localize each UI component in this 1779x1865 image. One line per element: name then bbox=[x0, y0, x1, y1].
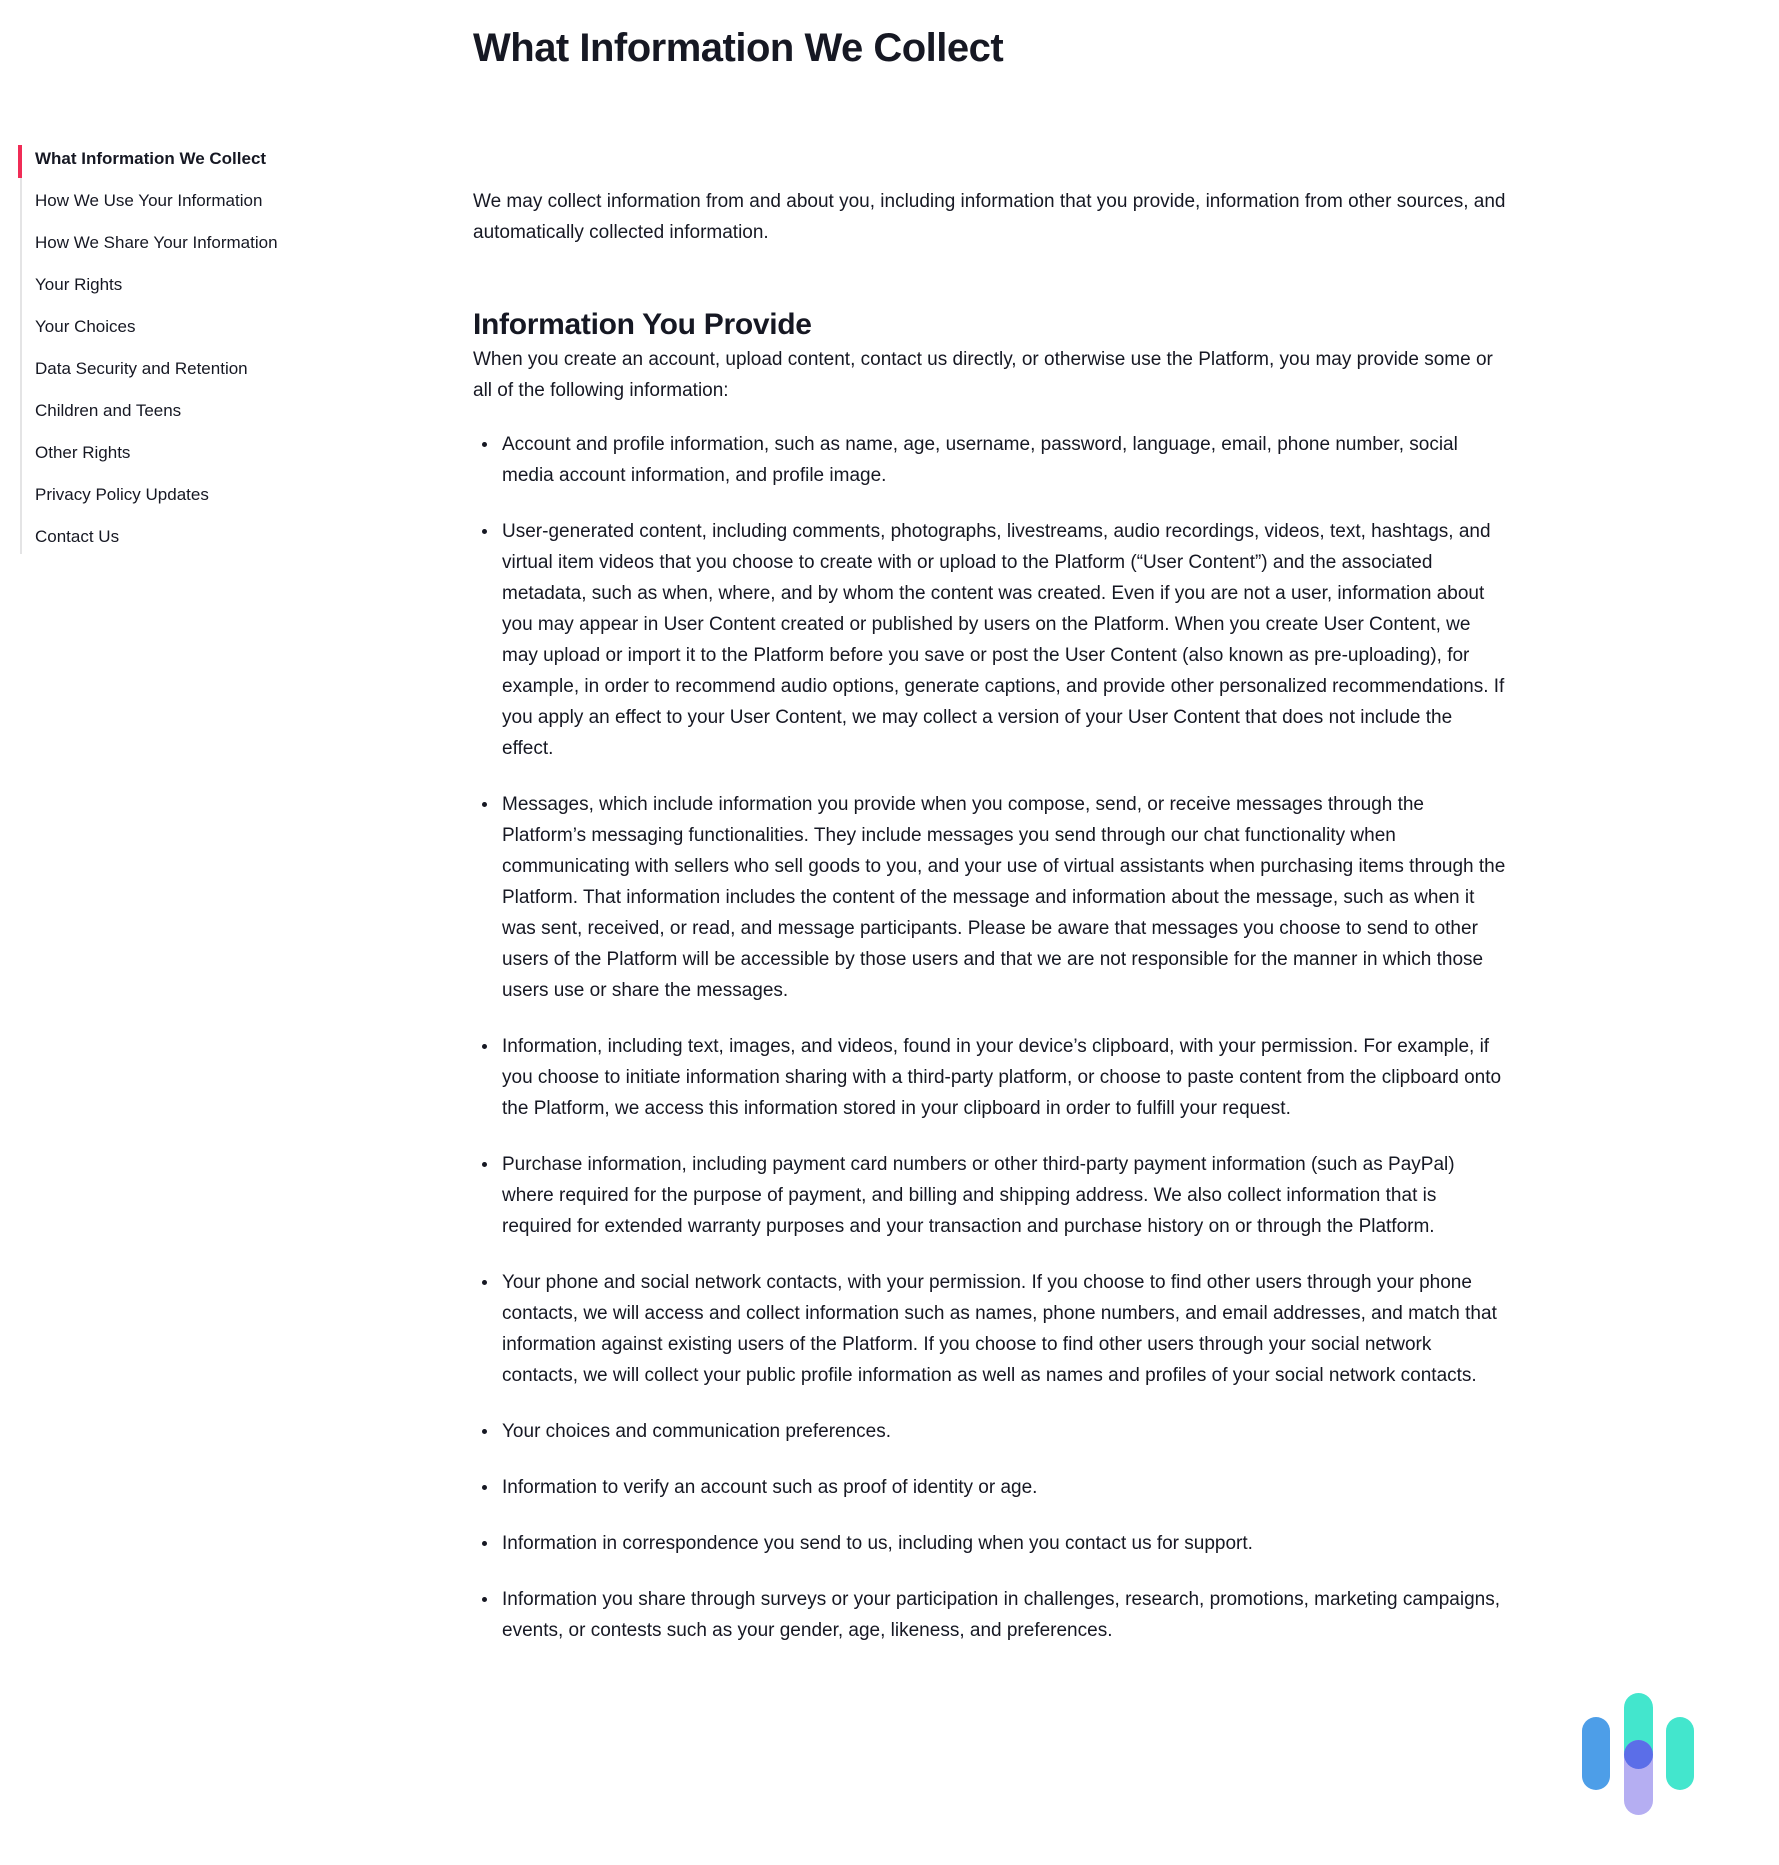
sidebar-item-label: Data Security and Retention bbox=[35, 359, 248, 378]
list-item-text: Information to verify an account such as proof of identity or age. bbox=[502, 1477, 1038, 1498]
sidebar-nav-list bbox=[20, 148, 350, 554]
list-item-text: Messages, which include information you provide when you compose, send, or receive messages through the Platform’s messaging functionalities. They include messages you send through our chat functionality when communicating with sellers who sell goods to you, and your use of virtual assistants when purchasing items through the Platform. That information includes the content of the message and information about the message, such as when it was sent, received, or read, and message participants. Please be aware that messages you choose to send to other users of the Platform will be accessible by those users and that we are not responsible for the manner in which those users use or share the messages. bbox=[502, 794, 1506, 1001]
policy-content bbox=[473, 186, 1508, 1646]
list-item bbox=[473, 1031, 1508, 1124]
sidebar-item-how-we-share-your-information[interactable] bbox=[22, 232, 350, 254]
section-intro-paragraph: When you create an account, upload content, contact us directly, or otherwise use the Platform, you may provide some or all of the following information: bbox=[473, 349, 1493, 401]
list-item-text: Information in correspondence you send to us, including when you contact us for support. bbox=[502, 1533, 1253, 1554]
bullet-dot bbox=[482, 1044, 487, 1049]
list-item-text: Information, including text, images, and videos, found in your device’s clipboard, with your permission. For example, if you choose to initiate information sharing with a third-party platform, or choose to paste content from the clipboard onto the Platform, we access this information stored in your clipboard in order to fulfill your request. bbox=[502, 1036, 1502, 1119]
list-item-text: Account and profile information, such as name, age, username, password, language, email, phone number, social media account information, and profile image. bbox=[502, 434, 1458, 486]
sidebar-item-what-information-we-collect[interactable] bbox=[22, 148, 350, 170]
active-section-indicator bbox=[18, 145, 22, 178]
list-item-text: Information you share through surveys or your participation in challenges, research, promotions, marketing campaigns, events, or contests such as your gender, age, likeness, and preferences. bbox=[502, 1589, 1501, 1641]
list-item bbox=[473, 789, 1508, 1006]
bullet-dot bbox=[482, 802, 487, 807]
chat-widget-logo[interactable] bbox=[1582, 1693, 1694, 1815]
sidebar-item-privacy-policy-updates[interactable] bbox=[22, 484, 350, 506]
list-item bbox=[473, 1528, 1508, 1559]
sidebar-item-label: Contact Us bbox=[35, 527, 120, 546]
sidebar-item-contact-us[interactable] bbox=[22, 526, 350, 548]
sidebar-item-label: Your Rights bbox=[35, 275, 123, 294]
list-item bbox=[473, 429, 1508, 491]
bullet-dot bbox=[482, 442, 487, 447]
list-item bbox=[473, 1584, 1508, 1646]
sidebar-item-other-rights[interactable] bbox=[22, 442, 350, 464]
sidebar-item-label: What Information We Collect bbox=[35, 149, 267, 168]
bullet-dot bbox=[482, 1541, 487, 1546]
list-item bbox=[473, 1267, 1508, 1391]
bullet-dot bbox=[482, 1280, 487, 1285]
section-heading-information-you-provide: Information You Provide bbox=[473, 308, 812, 341]
list-item-text: User-generated content, including comments, photographs, livestreams, audio recordings, videos, text, hashtags, and virtual item videos that you choose to create with or upload to the Platform (“User Content”) and the associated metadata, such as when, where, and by whom the content was created. Even if you are not a user, information about you may appear in User Content created or published by users on the Platform. When you create User Content, we may upload or import it to the Platform before you save or post the User Content (also known as pre-uploading), for example, in order to recommend audio options, generate captions, and provide other personalized recommendations. If you apply an effect to your User Content, we may collect a version of your User Content that does not include the effect. bbox=[502, 521, 1505, 759]
information-bullet-list bbox=[473, 429, 1508, 1646]
sidebar-item-children-and-teens[interactable] bbox=[22, 400, 350, 422]
sidebar-item-data-security-and-retention[interactable] bbox=[22, 358, 350, 380]
list-item-text: Purchase information, including payment card numbers or other third-party payment information (such as PayPal) where required for the purpose of payment, and billing and shipping address. We also collect information that is required for extended warranty purposes and your transaction and purchase history on or through the Platform. bbox=[502, 1154, 1455, 1237]
list-item bbox=[473, 1149, 1508, 1242]
list-item-text: Your choices and communication preferences. bbox=[502, 1421, 892, 1442]
sidebar-item-label: Children and Teens bbox=[35, 401, 182, 420]
logo-bar-blue-icon bbox=[1582, 1717, 1610, 1790]
sidebar-item-label: Your Choices bbox=[35, 317, 136, 336]
list-item bbox=[473, 1472, 1508, 1503]
bullet-dot bbox=[482, 1162, 487, 1167]
sidebar-item-your-choices[interactable] bbox=[22, 316, 350, 338]
bullet-dot bbox=[482, 1429, 487, 1434]
list-item bbox=[473, 516, 1508, 764]
bullet-dot bbox=[482, 529, 487, 534]
list-item bbox=[473, 1416, 1508, 1447]
sidebar-item-label: Privacy Policy Updates bbox=[35, 485, 209, 504]
sidebar-item-label: How We Share Your Information bbox=[35, 233, 278, 252]
page-title: What Information We Collect bbox=[473, 26, 1004, 70]
sidebar-item-label: How We Use Your Information bbox=[35, 191, 263, 210]
sidebar-item-your-rights[interactable] bbox=[22, 274, 350, 296]
bullet-dot bbox=[482, 1485, 487, 1490]
sidebar-item-how-we-use-your-information[interactable] bbox=[22, 190, 350, 212]
sidebar-nav bbox=[20, 148, 350, 554]
logo-dot-indigo-icon bbox=[1624, 1740, 1653, 1769]
sidebar-item-label: Other Rights bbox=[35, 443, 131, 462]
bullet-dot bbox=[482, 1597, 487, 1602]
logo-bar-teal-right-icon bbox=[1666, 1717, 1694, 1790]
intro-paragraph: We may collect information from and about you, including information that you provide, information from other sources, and automatically collected information. bbox=[473, 191, 1506, 243]
list-item-text: Your phone and social network contacts, with your permission. If you choose to find other users through your phone contacts, we will access and collect information such as names, phone numbers, and email addresses, and match that information against existing users of the Platform. If you choose to find other users through your social network contacts, we will collect your public profile information as well as names and profiles of your social network contacts. bbox=[502, 1272, 1497, 1386]
